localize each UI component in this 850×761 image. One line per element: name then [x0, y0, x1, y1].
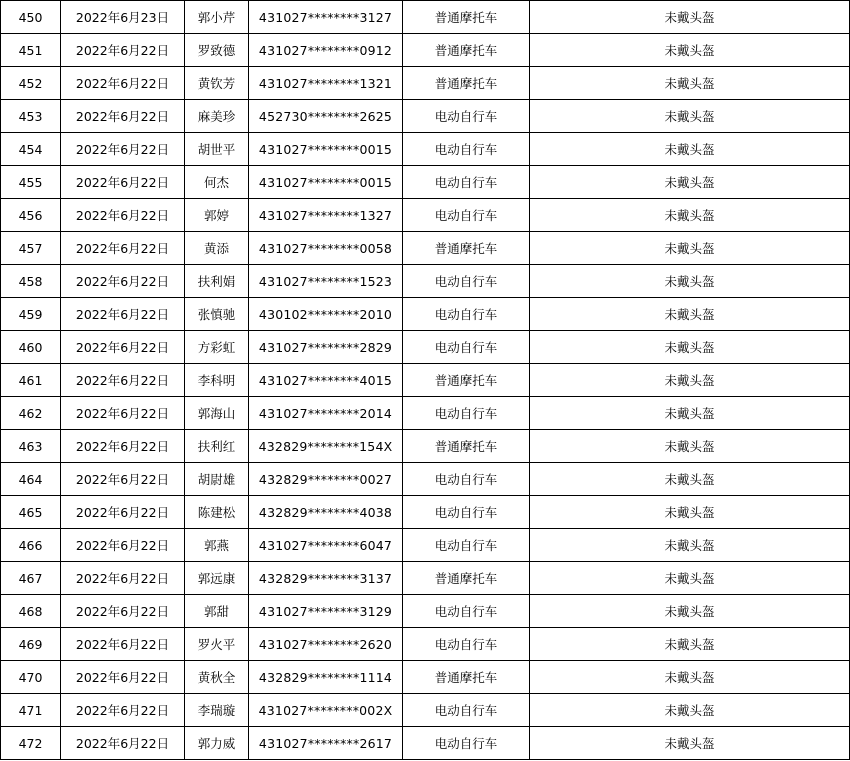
id-number-cell[interactable]: 431027********6047 [249, 529, 403, 562]
id-number-cell[interactable]: 431027********3127 [249, 1, 403, 34]
row-number-cell[interactable]: 461 [1, 364, 61, 397]
name-cell[interactable]: 胡尉雄 [185, 463, 249, 496]
table-row [1, 430, 850, 463]
vehicle-type-cell[interactable]: 电动自行车 [403, 331, 530, 364]
vehicle-type-cell[interactable]: 电动自行车 [403, 529, 530, 562]
date-cell[interactable]: 2022年6月22日 [61, 232, 185, 265]
vehicle-type-cell[interactable]: 电动自行车 [403, 199, 530, 232]
violation-cell[interactable]: 未戴头盔 [530, 694, 850, 727]
name-cell[interactable]: 郭海山 [185, 397, 249, 430]
id-number-cell[interactable]: 432829********0027 [249, 463, 403, 496]
date-cell[interactable]: 2022年6月22日 [61, 727, 185, 760]
name-cell[interactable]: 郭远康 [185, 562, 249, 595]
id-number-cell[interactable]: 431027********002X [249, 694, 403, 727]
id-number-cell[interactable]: 431027********4015 [249, 364, 403, 397]
vehicle-type-cell[interactable]: 电动自行车 [403, 727, 530, 760]
row-number-cell[interactable]: 469 [1, 628, 61, 661]
table-row [1, 331, 850, 364]
name-cell[interactable]: 陈建松 [185, 496, 249, 529]
table-row [1, 67, 850, 100]
vehicle-type-cell[interactable]: 普通摩托车 [403, 1, 530, 34]
row-number-cell[interactable]: 453 [1, 100, 61, 133]
vehicle-type-cell[interactable]: 电动自行车 [403, 463, 530, 496]
table-row [1, 298, 850, 331]
violation-cell[interactable]: 未戴头盔 [530, 265, 850, 298]
date-cell[interactable]: 2022年6月22日 [61, 529, 185, 562]
table-row [1, 661, 850, 694]
name-cell[interactable]: 罗火平 [185, 628, 249, 661]
row-number-cell[interactable]: 454 [1, 133, 61, 166]
violation-cell[interactable]: 未戴头盔 [530, 166, 850, 199]
table-row [1, 496, 850, 529]
vehicle-type-cell[interactable]: 电动自行车 [403, 397, 530, 430]
table-row [1, 529, 850, 562]
name-cell[interactable]: 李科明 [185, 364, 249, 397]
vehicle-type-cell[interactable]: 电动自行车 [403, 595, 530, 628]
table-row [1, 694, 850, 727]
id-number-cell[interactable]: 452730********2625 [249, 100, 403, 133]
vehicle-type-cell[interactable]: 电动自行车 [403, 496, 530, 529]
name-cell[interactable]: 黄秋全 [185, 661, 249, 694]
row-number-cell[interactable]: 472 [1, 727, 61, 760]
name-cell[interactable]: 扶利娟 [185, 265, 249, 298]
violation-cell[interactable]: 未戴头盔 [530, 661, 850, 694]
id-number-cell[interactable]: 431027********0058 [249, 232, 403, 265]
date-cell[interactable]: 2022年6月22日 [61, 265, 185, 298]
id-number-cell[interactable]: 431027********0015 [249, 166, 403, 199]
violation-cell[interactable]: 未戴头盔 [530, 562, 850, 595]
row-number-cell[interactable]: 465 [1, 496, 61, 529]
date-cell[interactable]: 2022年6月22日 [61, 496, 185, 529]
row-number-cell[interactable]: 460 [1, 331, 61, 364]
name-cell[interactable]: 胡世平 [185, 133, 249, 166]
violation-cell[interactable]: 未戴头盔 [530, 529, 850, 562]
vehicle-type-cell[interactable]: 普通摩托车 [403, 67, 530, 100]
date-cell[interactable]: 2022年6月22日 [61, 298, 185, 331]
date-cell[interactable]: 2022年6月22日 [61, 199, 185, 232]
row-number-cell[interactable]: 463 [1, 430, 61, 463]
id-number-cell[interactable]: 432829********3137 [249, 562, 403, 595]
violation-cell[interactable]: 未戴头盔 [530, 34, 850, 67]
vehicle-type-cell[interactable]: 电动自行车 [403, 298, 530, 331]
id-number-cell[interactable]: 431027********1321 [249, 67, 403, 100]
date-cell[interactable]: 2022年6月22日 [61, 562, 185, 595]
row-number-cell[interactable]: 452 [1, 67, 61, 100]
id-number-cell[interactable]: 432829********4038 [249, 496, 403, 529]
row-number-cell[interactable]: 468 [1, 595, 61, 628]
name-cell[interactable]: 郭小芹 [185, 1, 249, 34]
date-cell[interactable]: 2022年6月22日 [61, 661, 185, 694]
vehicle-type-cell[interactable]: 电动自行车 [403, 265, 530, 298]
row-number-cell[interactable]: 466 [1, 529, 61, 562]
row-number-cell[interactable]: 471 [1, 694, 61, 727]
table-row [1, 397, 850, 430]
name-cell[interactable]: 郭燕 [185, 529, 249, 562]
violation-cell[interactable]: 未戴头盔 [530, 133, 850, 166]
row-number-cell[interactable]: 458 [1, 265, 61, 298]
table-row [1, 727, 850, 760]
id-number-cell[interactable]: 431027********0015 [249, 133, 403, 166]
date-cell[interactable]: 2022年6月22日 [61, 463, 185, 496]
row-number-cell[interactable]: 451 [1, 34, 61, 67]
date-cell[interactable]: 2022年6月22日 [61, 364, 185, 397]
table-row [1, 199, 850, 232]
name-cell[interactable]: 郭婷 [185, 199, 249, 232]
vehicle-type-cell[interactable]: 普通摩托车 [403, 34, 530, 67]
row-number-cell[interactable]: 450 [1, 1, 61, 34]
table-row [1, 628, 850, 661]
vehicle-type-cell[interactable]: 普通摩托车 [403, 364, 530, 397]
date-cell[interactable]: 2022年6月22日 [61, 397, 185, 430]
violation-cell[interactable]: 未戴头盔 [530, 397, 850, 430]
vehicle-type-cell[interactable]: 电动自行车 [403, 133, 530, 166]
table-body [1, 1, 850, 760]
id-number-cell[interactable]: 431027********2014 [249, 397, 403, 430]
date-cell[interactable]: 2022年6月22日 [61, 67, 185, 100]
violation-cell[interactable]: 未戴头盔 [530, 628, 850, 661]
id-number-cell[interactable]: 431027********2620 [249, 628, 403, 661]
violation-cell[interactable]: 未戴头盔 [530, 364, 850, 397]
vehicle-type-cell[interactable]: 电动自行车 [403, 166, 530, 199]
row-number-cell[interactable]: 456 [1, 199, 61, 232]
vehicle-type-cell[interactable]: 普通摩托车 [403, 232, 530, 265]
date-cell[interactable]: 2022年6月22日 [61, 595, 185, 628]
table-row [1, 34, 850, 67]
date-cell[interactable]: 2022年6月22日 [61, 694, 185, 727]
table-row [1, 595, 850, 628]
row-number-cell[interactable]: 464 [1, 463, 61, 496]
id-number-cell[interactable]: 431027********0912 [249, 34, 403, 67]
violation-cell[interactable]: 未戴头盔 [530, 298, 850, 331]
vehicle-type-cell[interactable]: 普通摩托车 [403, 562, 530, 595]
violation-cell[interactable]: 未戴头盔 [530, 232, 850, 265]
table-row [1, 232, 850, 265]
date-cell[interactable]: 2022年6月22日 [61, 100, 185, 133]
table-row [1, 265, 850, 298]
violation-cell[interactable]: 未戴头盔 [530, 100, 850, 133]
id-number-cell[interactable]: 432829********154X [249, 430, 403, 463]
name-cell[interactable]: 扶利红 [185, 430, 249, 463]
row-number-cell[interactable]: 455 [1, 166, 61, 199]
table-row [1, 100, 850, 133]
violation-cell[interactable]: 未戴头盔 [530, 331, 850, 364]
row-number-cell[interactable]: 459 [1, 298, 61, 331]
row-number-cell[interactable]: 470 [1, 661, 61, 694]
id-number-cell[interactable]: 431027********3129 [249, 595, 403, 628]
table-row [1, 166, 850, 199]
name-cell[interactable]: 张慎驰 [185, 298, 249, 331]
violation-cell[interactable]: 未戴头盔 [530, 496, 850, 529]
date-cell[interactable]: 2022年6月22日 [61, 34, 185, 67]
table-row [1, 364, 850, 397]
date-cell[interactable]: 2022年6月22日 [61, 430, 185, 463]
id-number-cell[interactable]: 431027********1327 [249, 199, 403, 232]
vehicle-type-cell[interactable]: 普通摩托车 [403, 661, 530, 694]
row-number-cell[interactable]: 462 [1, 397, 61, 430]
row-number-cell[interactable]: 457 [1, 232, 61, 265]
table-row [1, 562, 850, 595]
id-number-cell[interactable]: 432829********1114 [249, 661, 403, 694]
violation-cell[interactable]: 未戴头盔 [530, 463, 850, 496]
violation-cell[interactable]: 未戴头盔 [530, 199, 850, 232]
name-cell[interactable]: 黄钦芳 [185, 67, 249, 100]
date-cell[interactable]: 2022年6月23日 [61, 1, 185, 34]
vehicle-type-cell[interactable]: 普通摩托车 [403, 430, 530, 463]
name-cell[interactable]: 黄添 [185, 232, 249, 265]
table-row [1, 1, 850, 34]
violation-cell[interactable]: 未戴头盔 [530, 727, 850, 760]
id-number-cell[interactable]: 431027********2829 [249, 331, 403, 364]
name-cell[interactable]: 李瑞璇 [185, 694, 249, 727]
name-cell[interactable]: 方彩虹 [185, 331, 249, 364]
row-number-cell[interactable]: 467 [1, 562, 61, 595]
violation-cell[interactable]: 未戴头盔 [530, 67, 850, 100]
date-cell[interactable]: 2022年6月22日 [61, 133, 185, 166]
name-cell[interactable]: 郭力威 [185, 727, 249, 760]
name-cell[interactable]: 何杰 [185, 166, 249, 199]
date-cell[interactable]: 2022年6月22日 [61, 331, 185, 364]
violation-cell[interactable]: 未戴头盔 [530, 595, 850, 628]
vehicle-type-cell[interactable]: 电动自行车 [403, 694, 530, 727]
id-number-cell[interactable]: 431027********1523 [249, 265, 403, 298]
id-number-cell[interactable]: 430102********2010 [249, 298, 403, 331]
vehicle-type-cell[interactable]: 电动自行车 [403, 628, 530, 661]
table-row [1, 133, 850, 166]
table-row [1, 463, 850, 496]
date-cell[interactable]: 2022年6月22日 [61, 628, 185, 661]
violation-cell[interactable]: 未戴头盔 [530, 430, 850, 463]
date-cell[interactable]: 2022年6月22日 [61, 166, 185, 199]
name-cell[interactable]: 麻美珍 [185, 100, 249, 133]
name-cell[interactable]: 罗致德 [185, 34, 249, 67]
violation-cell[interactable]: 未戴头盔 [530, 1, 850, 34]
name-cell[interactable]: 郭甜 [185, 595, 249, 628]
vehicle-type-cell[interactable]: 电动自行车 [403, 100, 530, 133]
id-number-cell[interactable]: 431027********2617 [249, 727, 403, 760]
